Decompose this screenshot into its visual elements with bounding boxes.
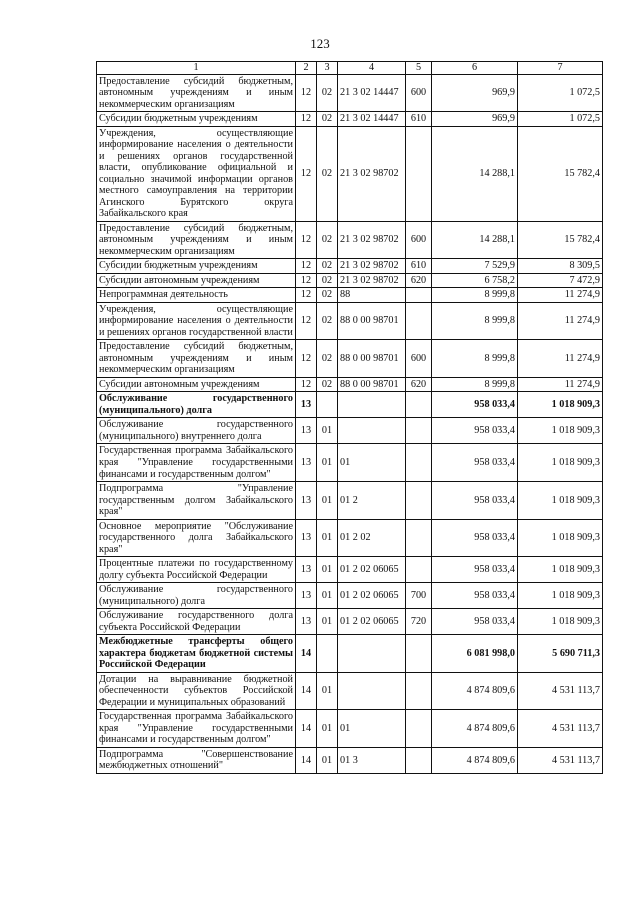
row-target-article: 21 3 02 98702: [338, 221, 406, 259]
row-section: 13: [296, 519, 317, 557]
row-section: 13: [296, 392, 317, 418]
table-row: [97, 112, 603, 127]
row-name: Дотации на выравнивание бюджетной обеспеченности субъектов Российской Федерации и муниципальных образований: [97, 672, 296, 710]
row-target-article: 01 3: [338, 747, 406, 773]
table-row: [97, 519, 603, 557]
table-row: [97, 710, 603, 748]
row-subsection: 01: [317, 672, 338, 710]
table-row: [97, 302, 603, 340]
row-sum-col7: 11 274,9: [518, 302, 603, 340]
row-sum-col6: 958 033,4: [432, 418, 518, 444]
table-row: [97, 126, 603, 221]
row-target-article: 21 3 02 14447: [338, 74, 406, 112]
row-name: Подпрограмма "Совершенствование межбюджетных отношений": [97, 747, 296, 773]
row-expense-type: 720: [406, 609, 432, 635]
row-section: 14: [296, 635, 317, 673]
row-sum-col7: 1 018 909,3: [518, 392, 603, 418]
row-subsection: [317, 635, 338, 673]
row-target-article: 01 2 02: [338, 519, 406, 557]
row-expense-type: [406, 126, 432, 221]
row-sum-col7: 4 531 113,7: [518, 747, 603, 773]
row-sum-col6: 969,9: [432, 74, 518, 112]
row-sum-col6: 7 529,9: [432, 259, 518, 274]
row-expense-type: [406, 444, 432, 482]
row-section: 13: [296, 609, 317, 635]
row-section: 12: [296, 74, 317, 112]
row-section: 12: [296, 302, 317, 340]
row-sum-col7: 1 018 909,3: [518, 557, 603, 583]
header-row: [97, 62, 603, 75]
table-row: [97, 583, 603, 609]
row-target-article: 01 2 02 06065: [338, 583, 406, 609]
row-sum-col6: 8 999,8: [432, 340, 518, 378]
row-section: 14: [296, 747, 317, 773]
row-target-article: 01: [338, 444, 406, 482]
row-expense-type: [406, 288, 432, 303]
row-expense-type: [406, 519, 432, 557]
row-target-article: 01: [338, 710, 406, 748]
row-target-article: 21 3 02 98702: [338, 126, 406, 221]
row-section: 12: [296, 221, 317, 259]
row-name: Подпрограмма "Управление государственным долгом Забайкальского края": [97, 482, 296, 520]
row-sum-col7: 11 274,9: [518, 377, 603, 392]
row-subsection: 01: [317, 583, 338, 609]
row-expense-type: [406, 557, 432, 583]
row-subsection: 01: [317, 444, 338, 482]
column-header: 1: [97, 62, 296, 75]
column-header: 4: [338, 62, 406, 75]
row-section: 12: [296, 288, 317, 303]
row-target-article: 01 2 02 06065: [338, 609, 406, 635]
row-sum-col7: 1 018 909,3: [518, 519, 603, 557]
row-target-article: 88 0 00 98701: [338, 302, 406, 340]
row-sum-col6: 8 999,8: [432, 302, 518, 340]
row-target-article: 21 3 02 98702: [338, 273, 406, 288]
row-sum-col7: 5 690 711,3: [518, 635, 603, 673]
row-expense-type: [406, 392, 432, 418]
table-row: [97, 259, 603, 274]
row-name: Обслуживание государственного (муниципального) внутреннего долга: [97, 418, 296, 444]
row-subsection: 02: [317, 112, 338, 127]
row-sum-col6: 958 033,4: [432, 519, 518, 557]
row-name: Обслуживание государственного долга субъекта Российской Федерации: [97, 609, 296, 635]
row-sum-col7: 1 018 909,3: [518, 583, 603, 609]
row-sum-col6: 6 758,2: [432, 273, 518, 288]
row-sum-col7: 1 018 909,3: [518, 444, 603, 482]
row-target-article: [338, 418, 406, 444]
table-row: [97, 288, 603, 303]
row-sum-col6: 958 033,4: [432, 482, 518, 520]
row-subsection: 02: [317, 126, 338, 221]
row-name: Государственная программа Забайкальского края "Управление государственными финансами и государственным долгом": [97, 444, 296, 482]
table-row: [97, 444, 603, 482]
row-name: Учреждения, осуществляющие информирование населения о деятельности и решениях органов государственной власти: [97, 302, 296, 340]
row-target-article: 88 0 00 98701: [338, 377, 406, 392]
column-header: 3: [317, 62, 338, 75]
row-name: Обслуживание государственного (муниципального) долга: [97, 583, 296, 609]
row-subsection: 01: [317, 747, 338, 773]
row-name: Межбюджетные трансферты общего характера бюджетам бюджетной системы Российской Федерации: [97, 635, 296, 673]
row-section: 12: [296, 259, 317, 274]
row-expense-type: 700: [406, 583, 432, 609]
row-sum-col7: 1 018 909,3: [518, 482, 603, 520]
table-row: [97, 418, 603, 444]
row-subsection: 02: [317, 302, 338, 340]
row-subsection: 01: [317, 519, 338, 557]
row-section: 12: [296, 126, 317, 221]
row-target-article: 01 2 02 06065: [338, 557, 406, 583]
row-subsection: 01: [317, 482, 338, 520]
row-sum-col6: 958 033,4: [432, 444, 518, 482]
row-expense-type: [406, 302, 432, 340]
row-sum-col6: 4 874 809,6: [432, 710, 518, 748]
row-sum-col6: 958 033,4: [432, 583, 518, 609]
row-subsection: 02: [317, 273, 338, 288]
row-section: 13: [296, 482, 317, 520]
row-expense-type: [406, 482, 432, 520]
row-name: Обслуживание государственного (муниципального) долга: [97, 392, 296, 418]
row-expense-type: [406, 672, 432, 710]
row-sum-col6: 6 081 998,0: [432, 635, 518, 673]
column-header: 5: [406, 62, 432, 75]
row-sum-col6: 958 033,4: [432, 392, 518, 418]
row-name: Субсидии автономным учреждениям: [97, 273, 296, 288]
row-subsection: 02: [317, 74, 338, 112]
row-sum-col6: 8 999,8: [432, 288, 518, 303]
row-section: 13: [296, 583, 317, 609]
row-section: 14: [296, 710, 317, 748]
row-target-article: [338, 672, 406, 710]
row-sum-col7: 15 782,4: [518, 126, 603, 221]
row-name: Предоставление субсидий бюджетным, автономным учреждениям и иным некоммерческим организациям: [97, 74, 296, 112]
row-target-article: 88 0 00 98701: [338, 340, 406, 378]
row-name: Процентные платежи по государственному долгу субъекта Российской Федерации: [97, 557, 296, 583]
row-section: 12: [296, 273, 317, 288]
row-section: 12: [296, 377, 317, 392]
page-number: 123: [310, 36, 330, 51]
row-name: Предоставление субсидий бюджетным, автономным учреждениям и иным некоммерческим организациям: [97, 221, 296, 259]
row-expense-type: 620: [406, 377, 432, 392]
row-target-article: [338, 392, 406, 418]
row-sum-col7: 1 018 909,3: [518, 609, 603, 635]
row-name: Предоставление субсидий бюджетным, автономным учреждениям и иным некоммерческим организациям: [97, 340, 296, 378]
row-name: Государственная программа Забайкальского края "Управление государственными финансами и государственным долгом": [97, 710, 296, 748]
table-row: [97, 221, 603, 259]
row-sum-col7: 1 018 909,3: [518, 418, 603, 444]
row-name: Непрограммная деятельность: [97, 288, 296, 303]
row-section: 13: [296, 444, 317, 482]
table-row: [97, 482, 603, 520]
column-header: 2: [296, 62, 317, 75]
table-row: [97, 609, 603, 635]
row-target-article: [338, 635, 406, 673]
row-expense-type: 600: [406, 74, 432, 112]
table-row: [97, 635, 603, 673]
row-expense-type: 600: [406, 340, 432, 378]
row-sum-col6: 4 874 809,6: [432, 672, 518, 710]
row-name: Субсидии бюджетным учреждениям: [97, 112, 296, 127]
row-subsection: 02: [317, 259, 338, 274]
row-sum-col7: 8 309,5: [518, 259, 603, 274]
table-row: [97, 557, 603, 583]
row-target-article: 21 3 02 98702: [338, 259, 406, 274]
row-section: 12: [296, 340, 317, 378]
row-name: Субсидии бюджетным учреждениям: [97, 259, 296, 274]
table-row: [97, 377, 603, 392]
row-sum-col6: 14 288,1: [432, 126, 518, 221]
row-sum-col7: 1 072,5: [518, 112, 603, 127]
row-sum-col6: 969,9: [432, 112, 518, 127]
table-row: [97, 273, 603, 288]
row-expense-type: [406, 747, 432, 773]
table-row: [97, 747, 603, 773]
row-sum-col6: 4 874 809,6: [432, 747, 518, 773]
row-sum-col7: 4 531 113,7: [518, 710, 603, 748]
row-section: 14: [296, 672, 317, 710]
row-name: Учреждения, осуществляющие информирование населения о деятельности и решениях органов государственной власти, опубликование официальной и социально значимой информации органов местного самоуправления на территории Агинского Бурятского округа Забайкальского края: [97, 126, 296, 221]
row-subsection: [317, 392, 338, 418]
budget-table: [96, 61, 603, 774]
row-sum-col7: 11 274,9: [518, 340, 603, 378]
row-subsection: 01: [317, 557, 338, 583]
row-sum-col7: 15 782,4: [518, 221, 603, 259]
row-sum-col6: 8 999,8: [432, 377, 518, 392]
table-row: [97, 392, 603, 418]
row-subsection: 02: [317, 288, 338, 303]
row-expense-type: 620: [406, 273, 432, 288]
row-sum-col7: 4 531 113,7: [518, 672, 603, 710]
row-section: 12: [296, 112, 317, 127]
row-sum-col6: 958 033,4: [432, 609, 518, 635]
row-expense-type: [406, 710, 432, 748]
table-row: [97, 672, 603, 710]
row-sum-col7: 1 072,5: [518, 74, 603, 112]
row-section: 13: [296, 418, 317, 444]
row-section: 13: [296, 557, 317, 583]
row-subsection: 02: [317, 340, 338, 378]
row-expense-type: 610: [406, 112, 432, 127]
row-target-article: 88: [338, 288, 406, 303]
row-subsection: 02: [317, 221, 338, 259]
table-row: [97, 74, 603, 112]
row-expense-type: [406, 635, 432, 673]
column-header: 6: [432, 62, 518, 75]
row-sum-col6: 14 288,1: [432, 221, 518, 259]
table-row: [97, 340, 603, 378]
row-target-article: 21 3 02 14447: [338, 112, 406, 127]
row-name: Субсидии автономным учреждениям: [97, 377, 296, 392]
column-header: 7: [518, 62, 603, 75]
row-sum-col7: 11 274,9: [518, 288, 603, 303]
row-subsection: 01: [317, 418, 338, 444]
row-subsection: 02: [317, 377, 338, 392]
row-expense-type: 610: [406, 259, 432, 274]
row-name: Основное мероприятие "Обслуживание государственного долга Забайкальского края": [97, 519, 296, 557]
row-expense-type: [406, 418, 432, 444]
row-sum-col7: 7 472,9: [518, 273, 603, 288]
row-sum-col6: 958 033,4: [432, 557, 518, 583]
row-subsection: 01: [317, 609, 338, 635]
row-target-article: 01 2: [338, 482, 406, 520]
row-subsection: 01: [317, 710, 338, 748]
row-expense-type: 600: [406, 221, 432, 259]
